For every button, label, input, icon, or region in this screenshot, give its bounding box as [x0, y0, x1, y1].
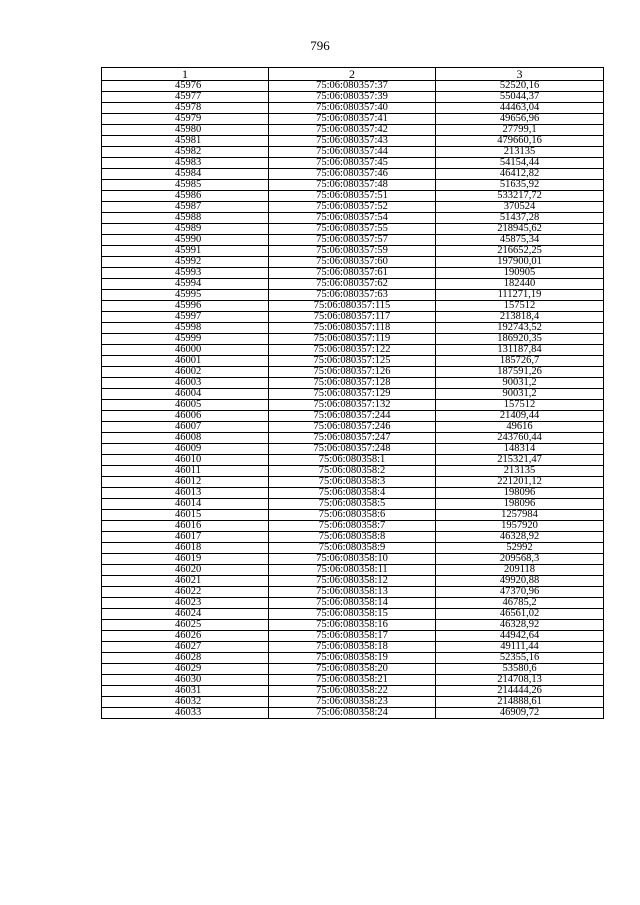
- cadastral-number-cell: 75:06:080358:23: [269, 697, 436, 708]
- table-row: [102, 158, 604, 169]
- table-row: [102, 147, 604, 158]
- row-number-cell: 46001: [102, 356, 269, 367]
- row-number-cell: 45979: [102, 114, 269, 125]
- value-cell: 157512: [436, 301, 604, 312]
- cadastral-number-cell: 75:06:080358:16: [269, 620, 436, 631]
- value-cell: 45875,34: [436, 235, 604, 246]
- row-number-cell: 45993: [102, 268, 269, 279]
- row-number-cell: 46031: [102, 686, 269, 697]
- value-cell: 185726,7: [436, 356, 604, 367]
- value-cell: 49111,44: [436, 642, 604, 653]
- cadastral-number-cell: 75:06:080358:1: [269, 455, 436, 466]
- table-row: [102, 224, 604, 235]
- cadastral-number-cell: 75:06:080358:19: [269, 653, 436, 664]
- cadastral-number-cell: 75:06:080357:128: [269, 378, 436, 389]
- row-number-cell: 46028: [102, 653, 269, 664]
- value-cell: 197900,01: [436, 257, 604, 268]
- table-row: [102, 455, 604, 466]
- value-cell: 49656,96: [436, 114, 604, 125]
- row-number-cell: 45978: [102, 103, 269, 114]
- row-number-cell: 46029: [102, 664, 269, 675]
- value-cell: 214708,13: [436, 675, 604, 686]
- cadastral-number-cell: 75:06:080358:2: [269, 466, 436, 477]
- value-cell: 198096: [436, 488, 604, 499]
- row-number-cell: 45989: [102, 224, 269, 235]
- value-cell: 1957920: [436, 521, 604, 532]
- row-number-cell: 46010: [102, 455, 269, 466]
- row-number-cell: 46030: [102, 675, 269, 686]
- column-header-2: 2: [269, 68, 436, 81]
- table-row: [102, 103, 604, 114]
- row-number-cell: 45995: [102, 290, 269, 301]
- value-cell: 148314: [436, 444, 604, 455]
- value-cell: 27799,1: [436, 125, 604, 136]
- row-number-cell: 46004: [102, 389, 269, 400]
- table-row: [102, 708, 604, 719]
- cadastral-number-cell: 75:06:080357:244: [269, 411, 436, 422]
- value-cell: 213818,4: [436, 312, 604, 323]
- table-row: [102, 323, 604, 334]
- cadastral-number-cell: 75:06:080358:8: [269, 532, 436, 543]
- table-row: [102, 587, 604, 598]
- row-number-cell: 46013: [102, 488, 269, 499]
- row-number-cell: 45998: [102, 323, 269, 334]
- row-number-cell: 46023: [102, 598, 269, 609]
- table-row: [102, 202, 604, 213]
- cadastral-number-cell: 75:06:080357:247: [269, 433, 436, 444]
- table-row: [102, 301, 604, 312]
- table-row: [102, 235, 604, 246]
- cadastral-number-cell: 75:06:080357:54: [269, 213, 436, 224]
- table-row: [102, 510, 604, 521]
- table-row: [102, 499, 604, 510]
- cadastral-number-cell: 75:06:080357:248: [269, 444, 436, 455]
- table-row: [102, 246, 604, 257]
- table-row: [102, 664, 604, 675]
- table-row: [102, 488, 604, 499]
- table-row: [102, 191, 604, 202]
- table-row: [102, 389, 604, 400]
- table-row: [102, 565, 604, 576]
- cadastral-number-cell: 75:06:080358:6: [269, 510, 436, 521]
- cadastral-number-cell: 75:06:080358:22: [269, 686, 436, 697]
- value-cell: 221201,12: [436, 477, 604, 488]
- cadastral-number-cell: 75:06:080357:57: [269, 235, 436, 246]
- cadastral-number-cell: 75:06:080358:4: [269, 488, 436, 499]
- table-row: [102, 609, 604, 620]
- row-number-cell: 46021: [102, 576, 269, 587]
- cadastral-number-cell: 75:06:080358:17: [269, 631, 436, 642]
- row-number-cell: 45985: [102, 180, 269, 191]
- table-row: [102, 642, 604, 653]
- row-number-cell: 46033: [102, 708, 269, 719]
- value-cell: 46909,72: [436, 708, 604, 719]
- table-row: [102, 378, 604, 389]
- table-row: [102, 180, 604, 191]
- value-cell: 46785,2: [436, 598, 604, 609]
- row-number-cell: 46007: [102, 422, 269, 433]
- cadastral-number-cell: 75:06:080357:37: [269, 81, 436, 92]
- row-number-cell: 45994: [102, 279, 269, 290]
- value-cell: 54154,44: [436, 158, 604, 169]
- cadastral-number-cell: 75:06:080358:15: [269, 609, 436, 620]
- row-number-cell: 46011: [102, 466, 269, 477]
- row-number-cell: 45988: [102, 213, 269, 224]
- row-number-cell: 46025: [102, 620, 269, 631]
- row-number-cell: 46019: [102, 554, 269, 565]
- cadastral-number-cell: 75:06:080357:61: [269, 268, 436, 279]
- value-cell: 46412,82: [436, 169, 604, 180]
- value-cell: 53580,6: [436, 664, 604, 675]
- value-cell: 55044,37: [436, 92, 604, 103]
- value-cell: 533217,72: [436, 191, 604, 202]
- table-row: [102, 620, 604, 631]
- row-number-cell: 45996: [102, 301, 269, 312]
- cadastral-number-cell: 75:06:080357:44: [269, 147, 436, 158]
- cadastral-number-cell: 75:06:080357:48: [269, 180, 436, 191]
- value-cell: 52992: [436, 543, 604, 554]
- cadastral-number-cell: 75:06:080357:118: [269, 323, 436, 334]
- value-cell: 209568,3: [436, 554, 604, 565]
- table-row: [102, 257, 604, 268]
- table-row: [102, 312, 604, 323]
- row-number-cell: 46027: [102, 642, 269, 653]
- value-cell: 131187,84: [436, 345, 604, 356]
- value-cell: 51635,92: [436, 180, 604, 191]
- row-number-cell: 46018: [102, 543, 269, 554]
- row-number-cell: 46006: [102, 411, 269, 422]
- row-number-cell: 45980: [102, 125, 269, 136]
- table-row: [102, 466, 604, 477]
- value-cell: 21409,44: [436, 411, 604, 422]
- row-number-cell: 46015: [102, 510, 269, 521]
- cadastral-number-cell: 75:06:080357:42: [269, 125, 436, 136]
- cadastral-number-cell: 75:06:080357:52: [269, 202, 436, 213]
- value-cell: 213135: [436, 466, 604, 477]
- cadastral-number-cell: 75:06:080357:126: [269, 367, 436, 378]
- table-row: [102, 268, 604, 279]
- table-row: [102, 697, 604, 708]
- value-cell: 51437,28: [436, 213, 604, 224]
- cadastral-number-cell: 75:06:080358:24: [269, 708, 436, 719]
- table-row: [102, 290, 604, 301]
- row-number-cell: 45987: [102, 202, 269, 213]
- value-cell: 90031,2: [436, 378, 604, 389]
- cadastral-number-cell: 75:06:080357:125: [269, 356, 436, 367]
- row-number-cell: 46014: [102, 499, 269, 510]
- table-body: [102, 81, 604, 719]
- value-cell: 111271,19: [436, 290, 604, 301]
- table-row: [102, 136, 604, 147]
- column-header-1: 1: [102, 68, 269, 81]
- row-number-cell: 46026: [102, 631, 269, 642]
- table-header-row: [102, 68, 604, 81]
- cadastral-number-cell: 75:06:080357:39: [269, 92, 436, 103]
- value-cell: 46561,02: [436, 609, 604, 620]
- table-row: [102, 356, 604, 367]
- table-row: [102, 576, 604, 587]
- value-cell: 214888,61: [436, 697, 604, 708]
- row-number-cell: 45976: [102, 81, 269, 92]
- cadastral-number-cell: 75:06:080357:40: [269, 103, 436, 114]
- table-row: [102, 444, 604, 455]
- cadastral-number-cell: 75:06:080357:51: [269, 191, 436, 202]
- cadastral-number-cell: 75:06:080358:5: [269, 499, 436, 510]
- cadastral-number-cell: 75:06:080357:119: [269, 334, 436, 345]
- cadastral-number-cell: 75:06:080358:14: [269, 598, 436, 609]
- value-cell: 49920,88: [436, 576, 604, 587]
- table-row: [102, 334, 604, 345]
- table-row: [102, 554, 604, 565]
- value-cell: 46328,92: [436, 532, 604, 543]
- table-row: [102, 92, 604, 103]
- value-cell: 186920,35: [436, 334, 604, 345]
- cadastral-number-cell: 75:06:080357:60: [269, 257, 436, 268]
- value-cell: 479660,16: [436, 136, 604, 147]
- value-cell: 216652,25: [436, 246, 604, 257]
- value-cell: 214444,26: [436, 686, 604, 697]
- row-number-cell: 45982: [102, 147, 269, 158]
- table-row: [102, 400, 604, 411]
- value-cell: 370524: [436, 202, 604, 213]
- value-cell: 44463,04: [436, 103, 604, 114]
- value-cell: 209118: [436, 565, 604, 576]
- row-number-cell: 46003: [102, 378, 269, 389]
- row-number-cell: 46022: [102, 587, 269, 598]
- cadastral-number-cell: 75:06:080358:18: [269, 642, 436, 653]
- value-cell: 190905: [436, 268, 604, 279]
- row-number-cell: 46012: [102, 477, 269, 488]
- value-cell: 215321,47: [436, 455, 604, 466]
- cadastral-number-cell: 75:06:080357:43: [269, 136, 436, 147]
- row-number-cell: 46008: [102, 433, 269, 444]
- table-row: [102, 114, 604, 125]
- value-cell: 1257984: [436, 510, 604, 521]
- table-row: [102, 598, 604, 609]
- row-number-cell: 45999: [102, 334, 269, 345]
- cadastral-number-cell: 75:06:080357:46: [269, 169, 436, 180]
- value-cell: 243760,44: [436, 433, 604, 444]
- cadastral-number-cell: 75:06:080358:20: [269, 664, 436, 675]
- row-number-cell: 46016: [102, 521, 269, 532]
- row-number-cell: 46002: [102, 367, 269, 378]
- cadastral-number-cell: 75:06:080358:3: [269, 477, 436, 488]
- cadastral-number-cell: 75:06:080357:132: [269, 400, 436, 411]
- cadastral-number-cell: 75:06:080358:21: [269, 675, 436, 686]
- table-row: [102, 433, 604, 444]
- row-number-cell: 45986: [102, 191, 269, 202]
- row-number-cell: 46032: [102, 697, 269, 708]
- cadastral-number-cell: 75:06:080357:45: [269, 158, 436, 169]
- column-header-3: 3: [436, 68, 604, 81]
- value-cell: 157512: [436, 400, 604, 411]
- value-cell: 213135: [436, 147, 604, 158]
- table-row: [102, 686, 604, 697]
- row-number-cell: 45990: [102, 235, 269, 246]
- row-number-cell: 45984: [102, 169, 269, 180]
- page-number: 796: [310, 38, 330, 53]
- cadastral-number-cell: 75:06:080357:129: [269, 389, 436, 400]
- table-row: [102, 213, 604, 224]
- table-row: [102, 521, 604, 532]
- table-row: [102, 532, 604, 543]
- value-cell: 218945,62: [436, 224, 604, 235]
- table-row: [102, 477, 604, 488]
- row-number-cell: 46000: [102, 345, 269, 356]
- value-cell: 187591,26: [436, 367, 604, 378]
- table-row: [102, 543, 604, 554]
- cadastral-number-cell: 75:06:080358:13: [269, 587, 436, 598]
- row-number-cell: 46017: [102, 532, 269, 543]
- table-row: [102, 279, 604, 290]
- row-number-cell: 45983: [102, 158, 269, 169]
- table-row: [102, 367, 604, 378]
- cadastral-number-cell: 75:06:080357:62: [269, 279, 436, 290]
- row-number-cell: 45992: [102, 257, 269, 268]
- value-cell: 198096: [436, 499, 604, 510]
- cadastral-value-table: [101, 67, 604, 719]
- value-cell: 52520,16: [436, 81, 604, 92]
- value-cell: 47370,96: [436, 587, 604, 598]
- value-cell: 46328,92: [436, 620, 604, 631]
- cadastral-number-cell: 75:06:080358:12: [269, 576, 436, 587]
- table-row: [102, 81, 604, 92]
- cadastral-number-cell: 75:06:080358:10: [269, 554, 436, 565]
- table-row: [102, 675, 604, 686]
- value-cell: 192743,52: [436, 323, 604, 334]
- row-number-cell: 46009: [102, 444, 269, 455]
- row-number-cell: 46005: [102, 400, 269, 411]
- table-row: [102, 169, 604, 180]
- cadastral-number-cell: 75:06:080358:11: [269, 565, 436, 576]
- value-cell: 52355,16: [436, 653, 604, 664]
- cadastral-number-cell: 75:06:080357:59: [269, 246, 436, 257]
- table-row: [102, 411, 604, 422]
- cadastral-number-cell: 75:06:080357:55: [269, 224, 436, 235]
- cadastral-number-cell: 75:06:080357:63: [269, 290, 436, 301]
- row-number-cell: 45977: [102, 92, 269, 103]
- table-row: [102, 125, 604, 136]
- row-number-cell: 45997: [102, 312, 269, 323]
- row-number-cell: 46024: [102, 609, 269, 620]
- cadastral-number-cell: 75:06:080357:117: [269, 312, 436, 323]
- table-row: [102, 345, 604, 356]
- table-row: [102, 422, 604, 433]
- table-row: [102, 631, 604, 642]
- value-cell: 182440: [436, 279, 604, 290]
- row-number-cell: 45981: [102, 136, 269, 147]
- cadastral-number-cell: 75:06:080357:246: [269, 422, 436, 433]
- cadastral-number-cell: 75:06:080357:122: [269, 345, 436, 356]
- cadastral-number-cell: 75:06:080357:115: [269, 301, 436, 312]
- value-cell: 44942,64: [436, 631, 604, 642]
- row-number-cell: 46020: [102, 565, 269, 576]
- value-cell: 90031,2: [436, 389, 604, 400]
- cadastral-number-cell: 75:06:080358:9: [269, 543, 436, 554]
- row-number-cell: 45991: [102, 246, 269, 257]
- table-row: [102, 653, 604, 664]
- cadastral-number-cell: 75:06:080358:7: [269, 521, 436, 532]
- value-cell: 49616: [436, 422, 604, 433]
- cadastral-number-cell: 75:06:080357:41: [269, 114, 436, 125]
